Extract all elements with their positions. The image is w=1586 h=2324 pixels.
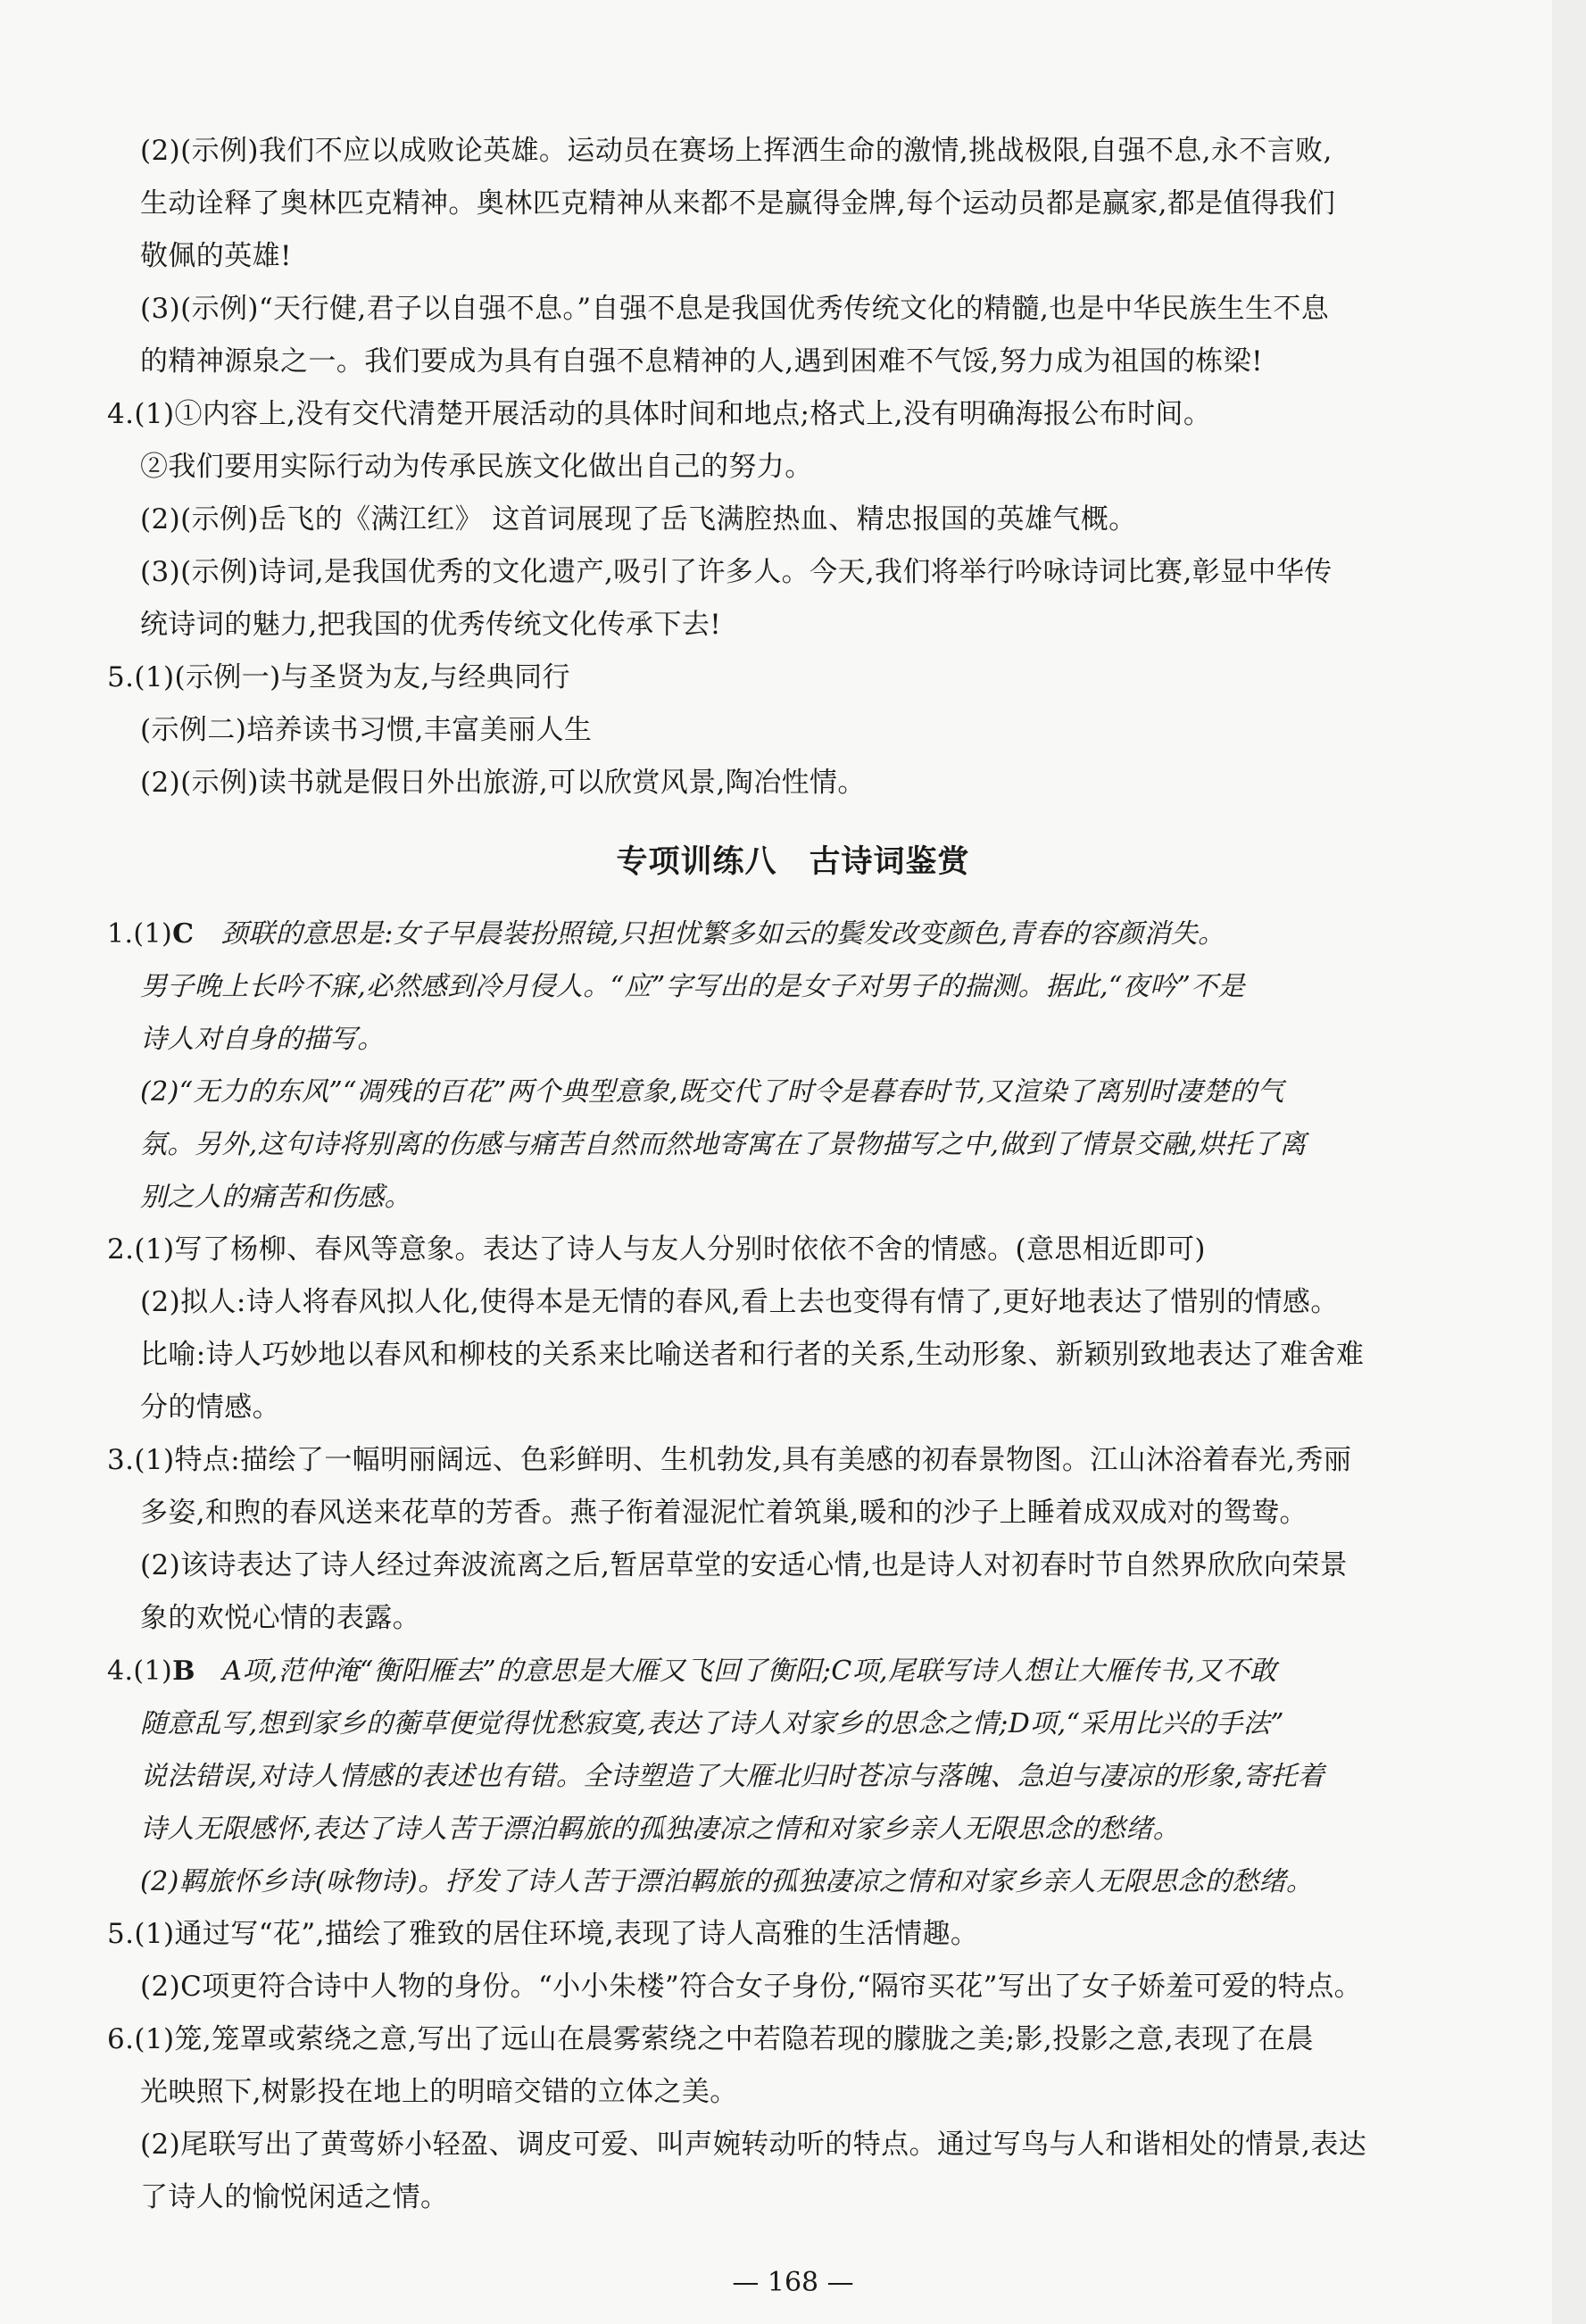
text-line: (2)(示例)岳飞的《满江红》 这首词展现了岳飞满腔热血、精忠报国的英雄气概。 bbox=[140, 503, 1137, 535]
question-line bbox=[107, 1645, 1424, 1697]
text-line: 男子晚上长吟不寐,必然感到冷月侵人。“应”字写出的是女子对男子的揣测。据此,“夜吟”不是 bbox=[140, 971, 1246, 1002]
page-number: — 168 — bbox=[732, 2267, 854, 2298]
question-1 bbox=[107, 908, 1424, 1224]
text-line: (示例二)培养读书习惯,丰富美丽人生 bbox=[140, 714, 593, 746]
top-answers bbox=[107, 125, 1424, 809]
text-line: 说法错误,对诗人情感的表述也有错。全诗塑造了大雁北归时苍凉与落魄、急迫与凄凉的形象,寄托着 bbox=[140, 1761, 1325, 1792]
text-line: ②我们要用实际行动为传承民族文化做出自己的努力。 bbox=[140, 451, 813, 483]
question-line: 3.(1)特点:描绘了一幅明丽阔远、色彩鲜明、生机勃发,具有美感的初春景物图。江山沐浴着春光,秀丽 bbox=[107, 1444, 1352, 1476]
question-4 bbox=[107, 1645, 1424, 1908]
question-line: 2.(1)写了杨柳、春风等意象。表达了诗人与友人分别时依依不舍的情感。(意思相近即可) bbox=[107, 1233, 1206, 1266]
text-line: 分的情感。 bbox=[140, 1391, 280, 1423]
text-line: (2)(示例)我们不应以成败论英雄。运动员在赛场上挥洒生命的激情,挑战极限,自强不息,永不言败, bbox=[140, 135, 1333, 167]
text-line: 敬佩的英雄! bbox=[140, 240, 292, 272]
question-line: 4.(1)①内容上,没有交代清楚开展活动的具体时间和地点;格式上,没有明确海报公布时间。 bbox=[107, 398, 1212, 430]
text-line: (2)羁旅怀乡诗(咏物诗)。抒发了诗人苦于漂泊羁旅的孤独凄凉之情和对家乡亲人无限思念的愁绪。 bbox=[140, 1866, 1314, 1897]
question-line bbox=[107, 908, 1424, 960]
question-line: 6.(1)笼,笼罩或萦绕之意,写出了远山在晨雾萦绕之中若隐若现的朦胧之美;影,投影之意,表现了在晨 bbox=[107, 2023, 1314, 2055]
explanation-text: 颈联的意思是:女子早晨装扮照镜,只担忧繁多如云的鬓发改变颜色,青春的容颜消失。 bbox=[194, 918, 1225, 950]
text-line: 氛。另外,这句诗将别离的伤感与痛苦自然而然地寄寓在了景物描写之中,做到了情景交融,烘托了离 bbox=[140, 1129, 1307, 1160]
text-line: 光映照下,树影投在地上的明暗交错的立体之美。 bbox=[140, 2076, 738, 2108]
text-line: (3)(示例)“天行健,君子以自强不息。”自强不息是我国优秀传统文化的精髓,也是中华民族生生不息 bbox=[140, 293, 1330, 325]
text-line: 象的欢悦心情的表露。 bbox=[140, 1602, 420, 1634]
answer-letter: C bbox=[172, 918, 195, 950]
text-line: (3)(示例)诗词,是我国优秀的文化遗产,吸引了许多人。今天,我们将举行吟咏诗词比赛,彰显中华传 bbox=[140, 556, 1333, 588]
text-line: (2)“无力的东风”“凋残的百花”两个典型意象,既交代了时令是暮春时节,又渲染了离别时凄楚的气 bbox=[140, 1076, 1284, 1108]
text-line: 别之人的痛苦和伤感。 bbox=[140, 1182, 411, 1213]
page-edge-shadow bbox=[1552, 0, 1586, 2324]
text-line: (2)拟人:诗人将春风拟人化,使得本是无情的春风,看上去也变得有情了,更好地表达了惜别的情感。 bbox=[140, 1286, 1339, 1318]
text-line: (2)尾联写出了黄莺娇小轻盈、调皮可爱、叫声婉转动听的特点。通过写鸟与人和谐相处的情景,表达 bbox=[140, 2129, 1367, 2161]
question-line: 5.(1)(示例一)与圣贤为友,与经典同行 bbox=[107, 661, 570, 693]
text-line: 诗人对自身的描写。 bbox=[140, 1024, 385, 1055]
text-line: 了诗人的愉悦闲适之情。 bbox=[140, 2181, 449, 2213]
section-title: 专项训练八 古诗词鉴赏 bbox=[616, 844, 970, 880]
questions-2-3 bbox=[107, 1224, 1424, 1645]
question-line: 5.(1)通过写“花”,描绘了雅致的居住环境,表现了诗人高雅的生活情趣。 bbox=[107, 1918, 979, 1950]
text-line: 多姿,和煦的春风送来花草的芳香。燕子衔着湿泥忙着筑巢,暖和的沙子上睡着成双成对的鸳鸯。 bbox=[140, 1497, 1308, 1529]
question-prefix: 1.(1) bbox=[107, 918, 173, 950]
questions-5-6 bbox=[107, 1908, 1424, 2224]
text-line: 随意乱写,想到家乡的蘅草便觉得忧愁寂寞,表达了诗人对家乡的思念之情;D项,“采用比兴的手法” bbox=[140, 1708, 1284, 1739]
text-line: 比喻:诗人巧妙地以春风和柳枝的关系来比喻送者和行者的关系,生动形象、新颖别致地表达了难舍难 bbox=[140, 1339, 1365, 1371]
answer-letter: B bbox=[172, 1656, 195, 1687]
text-line: 的精神源泉之一。我们要成为具有自强不息精神的人,遇到困难不气馁,努力成为祖国的栋梁! bbox=[140, 345, 1263, 378]
question-prefix: 4.(1) bbox=[107, 1656, 173, 1687]
text-line: 统诗词的魅力,把我国的优秀传统文化传承下去! bbox=[140, 609, 722, 641]
text-line: 诗人无限感怀,表达了诗人苦于漂泊羁旅的孤独凄凉之情和对家乡亲人无限思念的愁绪。 bbox=[140, 1814, 1181, 1845]
text-line: (2)(示例)读书就是假日外出旅游,可以欣赏风景,陶冶性情。 bbox=[140, 767, 866, 799]
text-line: (2)该诗表达了诗人经过奔波流离之后,暂居草堂的安适心情,也是诗人对初春时节自然界欣欣向荣景 bbox=[140, 1549, 1349, 1581]
explanation-text: A项,范仲淹“衡阳雁去”的意思是大雁又飞回了衡阳;C项,尾联写诗人想让大雁传书,又不敢 bbox=[195, 1656, 1277, 1687]
text-line: 生动诠释了奥林匹克精神。奥林匹克精神从来都不是赢得金牌,每个运动员都是赢家,都是值得我们 bbox=[140, 187, 1336, 220]
text-line: (2)C项更符合诗中人物的身份。“小小朱楼”符合女子身份,“隔帘买花”写出了女子娇羞可爱的特点。 bbox=[140, 1971, 1363, 2003]
